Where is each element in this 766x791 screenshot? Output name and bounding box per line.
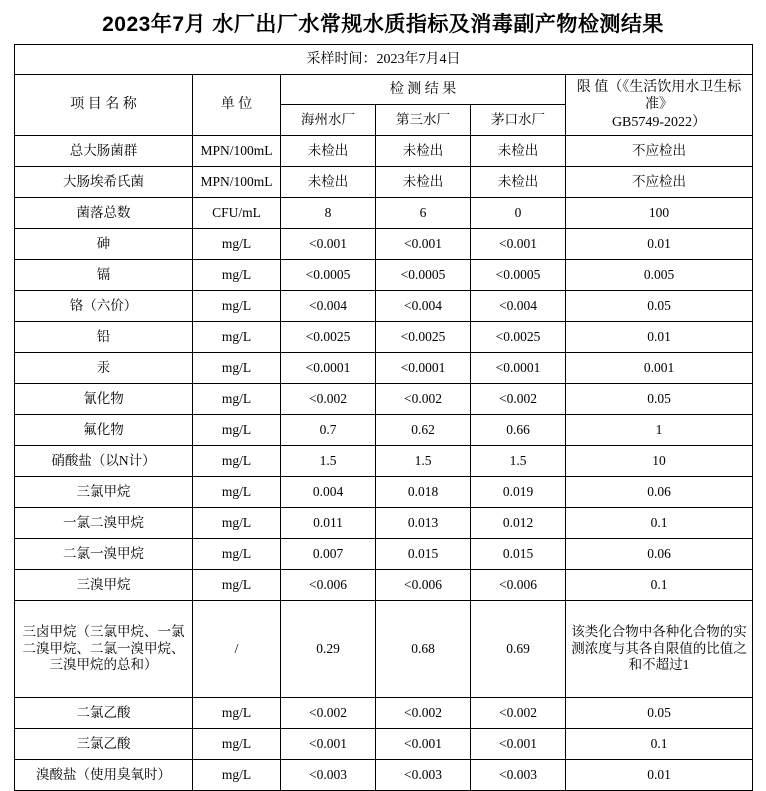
row-unit: mg/L — [193, 729, 281, 760]
header-limit-line2: GB5749-2022） — [611, 114, 707, 130]
row-unit: MPN/100mL — [193, 136, 281, 167]
table-row — [15, 167, 753, 198]
row-value-plant1: 0.011 — [281, 508, 376, 539]
row-name: 菌落总数 — [15, 198, 193, 229]
row-value-plant1: 未检出 — [281, 136, 376, 167]
document-page — [0, 8, 766, 791]
row-unit: mg/L — [193, 260, 281, 291]
row-unit: mg/L — [193, 353, 281, 384]
table-row — [15, 353, 753, 384]
row-name: 氰化物 — [15, 384, 193, 415]
row-value-plant3: 0.015 — [471, 539, 566, 570]
row-name: 铅 — [15, 322, 193, 353]
row-name: 二氯一溴甲烷 — [15, 539, 193, 570]
row-value-plant2: 0.013 — [376, 508, 471, 539]
header-plant-2: 第三水厂 — [376, 105, 471, 136]
table-row — [15, 136, 753, 167]
row-value-plant2: 未检出 — [376, 136, 471, 167]
row-value-plant2: 0.68 — [376, 601, 471, 698]
sampling-time: 采样时间：2023年7月4日 — [15, 45, 753, 75]
row-value-plant1: 未检出 — [281, 167, 376, 198]
row-name: 三卤甲烷（三氯甲烷、一氯二溴甲烷、二氯一溴甲烷、三溴甲烷的总和） — [15, 601, 193, 698]
row-name: 总大肠菌群 — [15, 136, 193, 167]
row-name: 氟化物 — [15, 415, 193, 446]
row-value-plant2: 未检出 — [376, 167, 471, 198]
row-value-plant2: <0.0001 — [376, 353, 471, 384]
row-name: 三溴甲烷 — [15, 570, 193, 601]
row-unit: / — [193, 601, 281, 698]
row-value-plant3: 0.69 — [471, 601, 566, 698]
water-quality-table — [14, 44, 753, 791]
table-row — [15, 446, 753, 477]
row-value-plant3: 1.5 — [471, 446, 566, 477]
page-title: 2023年7月 水厂出厂水常规水质指标及消毒副产物检测结果 — [102, 13, 664, 36]
row-limit: 0.001 — [566, 353, 753, 384]
row-value-plant1: 8 — [281, 198, 376, 229]
header-plant-3: 茅口水厂 — [471, 105, 566, 136]
row-unit: mg/L — [193, 698, 281, 729]
table-row — [15, 291, 753, 322]
row-limit: 0.05 — [566, 384, 753, 415]
row-value-plant1: 1.5 — [281, 446, 376, 477]
row-value-plant1: 0.29 — [281, 601, 376, 698]
row-value-plant1: <0.002 — [281, 384, 376, 415]
header-results: 检 测 结 果 — [281, 75, 566, 105]
row-value-plant3: <0.002 — [471, 698, 566, 729]
row-name: 三氯甲烷 — [15, 477, 193, 508]
row-value-plant3: <0.006 — [471, 570, 566, 601]
row-value-plant3: 0.66 — [471, 415, 566, 446]
row-value-plant2: <0.0025 — [376, 322, 471, 353]
table-row — [15, 570, 753, 601]
row-value-plant2: 1.5 — [376, 446, 471, 477]
row-value-plant3: <0.0005 — [471, 260, 566, 291]
row-unit: mg/L — [193, 539, 281, 570]
table-row — [15, 760, 753, 791]
row-limit: 不应检出 — [566, 167, 753, 198]
row-limit: 该类化合物中各种化合物的实测浓度与其各自限值的比值之和不超过1 — [566, 601, 753, 698]
sampling-time-row — [15, 45, 753, 75]
row-limit: 0.06 — [566, 539, 753, 570]
row-limit: 0.01 — [566, 322, 753, 353]
row-value-plant2: <0.001 — [376, 229, 471, 260]
row-value-plant1: <0.001 — [281, 729, 376, 760]
table-row — [15, 698, 753, 729]
row-value-plant1: <0.0001 — [281, 353, 376, 384]
row-unit: mg/L — [193, 229, 281, 260]
row-value-plant1: 0.004 — [281, 477, 376, 508]
table-row — [15, 384, 753, 415]
row-value-plant1: <0.006 — [281, 570, 376, 601]
row-value-plant2: 0.018 — [376, 477, 471, 508]
row-value-plant3: 未检出 — [471, 167, 566, 198]
row-value-plant2: <0.001 — [376, 729, 471, 760]
row-name: 三氯乙酸 — [15, 729, 193, 760]
header-plant-1: 海州水厂 — [281, 105, 376, 136]
row-limit: 0.01 — [566, 760, 753, 791]
row-value-plant1: <0.0005 — [281, 260, 376, 291]
table-row — [15, 229, 753, 260]
row-value-plant3: <0.0025 — [471, 322, 566, 353]
row-name: 二氯乙酸 — [15, 698, 193, 729]
row-limit: 0.06 — [566, 477, 753, 508]
row-value-plant3: 0.019 — [471, 477, 566, 508]
row-value-plant1: 0.7 — [281, 415, 376, 446]
table-header-row — [15, 75, 753, 105]
row-value-plant3: 0.012 — [471, 508, 566, 539]
row-value-plant2: <0.002 — [376, 384, 471, 415]
row-value-plant2: 0.015 — [376, 539, 471, 570]
header-limit — [566, 75, 753, 136]
row-unit: mg/L — [193, 415, 281, 446]
row-limit: 0.05 — [566, 698, 753, 729]
row-unit: mg/L — [193, 508, 281, 539]
row-value-plant3: <0.002 — [471, 384, 566, 415]
row-unit: MPN/100mL — [193, 167, 281, 198]
row-value-plant1: <0.003 — [281, 760, 376, 791]
row-limit: 100 — [566, 198, 753, 229]
row-value-plant3: 0 — [471, 198, 566, 229]
row-limit: 1 — [566, 415, 753, 446]
row-value-plant3: <0.001 — [471, 729, 566, 760]
row-name: 大肠埃希氏菌 — [15, 167, 193, 198]
row-limit: 0.1 — [566, 729, 753, 760]
header-item-name: 项 目 名 称 — [15, 75, 193, 136]
row-limit: 0.005 — [566, 260, 753, 291]
table-row — [15, 601, 753, 698]
table-row — [15, 198, 753, 229]
row-unit: mg/L — [193, 446, 281, 477]
row-name: 一氯二溴甲烷 — [15, 508, 193, 539]
row-limit: 不应检出 — [566, 136, 753, 167]
row-value-plant3: <0.003 — [471, 760, 566, 791]
row-limit: 0.05 — [566, 291, 753, 322]
row-value-plant3: <0.0001 — [471, 353, 566, 384]
row-name: 镉 — [15, 260, 193, 291]
table-row — [15, 539, 753, 570]
row-value-plant2: 0.62 — [376, 415, 471, 446]
row-limit: 0.1 — [566, 508, 753, 539]
row-limit: 0.1 — [566, 570, 753, 601]
row-unit: mg/L — [193, 384, 281, 415]
row-value-plant1: <0.001 — [281, 229, 376, 260]
row-unit: mg/L — [193, 291, 281, 322]
table-row — [15, 729, 753, 760]
header-unit: 单 位 — [193, 75, 281, 136]
row-unit: mg/L — [193, 570, 281, 601]
table-row — [15, 477, 753, 508]
row-limit: 0.01 — [566, 229, 753, 260]
row-value-plant1: <0.004 — [281, 291, 376, 322]
row-value-plant3: 未检出 — [471, 136, 566, 167]
row-limit: 10 — [566, 446, 753, 477]
row-name: 铬（六价） — [15, 291, 193, 322]
row-value-plant2: <0.0005 — [376, 260, 471, 291]
table-row — [15, 508, 753, 539]
row-value-plant2: <0.006 — [376, 570, 471, 601]
row-unit: mg/L — [193, 760, 281, 791]
row-name: 砷 — [15, 229, 193, 260]
row-value-plant2: <0.003 — [376, 760, 471, 791]
row-value-plant1: <0.002 — [281, 698, 376, 729]
row-value-plant1: 0.007 — [281, 539, 376, 570]
row-name: 汞 — [15, 353, 193, 384]
row-unit: mg/L — [193, 477, 281, 508]
table-row — [15, 260, 753, 291]
table-row — [15, 322, 753, 353]
header-limit-line1: 限 值（《生活饮用水卫生标准》 — [576, 79, 742, 113]
table-row — [15, 415, 753, 446]
row-unit: mg/L — [193, 322, 281, 353]
row-value-plant3: <0.001 — [471, 229, 566, 260]
row-value-plant1: <0.0025 — [281, 322, 376, 353]
row-value-plant3: <0.004 — [471, 291, 566, 322]
row-value-plant2: <0.002 — [376, 698, 471, 729]
row-unit: CFU/mL — [193, 198, 281, 229]
row-value-plant2: 6 — [376, 198, 471, 229]
row-name: 硝酸盐（以N计） — [15, 446, 193, 477]
row-name: 溴酸盐（使用臭氧时） — [15, 760, 193, 791]
row-value-plant2: <0.004 — [376, 291, 471, 322]
